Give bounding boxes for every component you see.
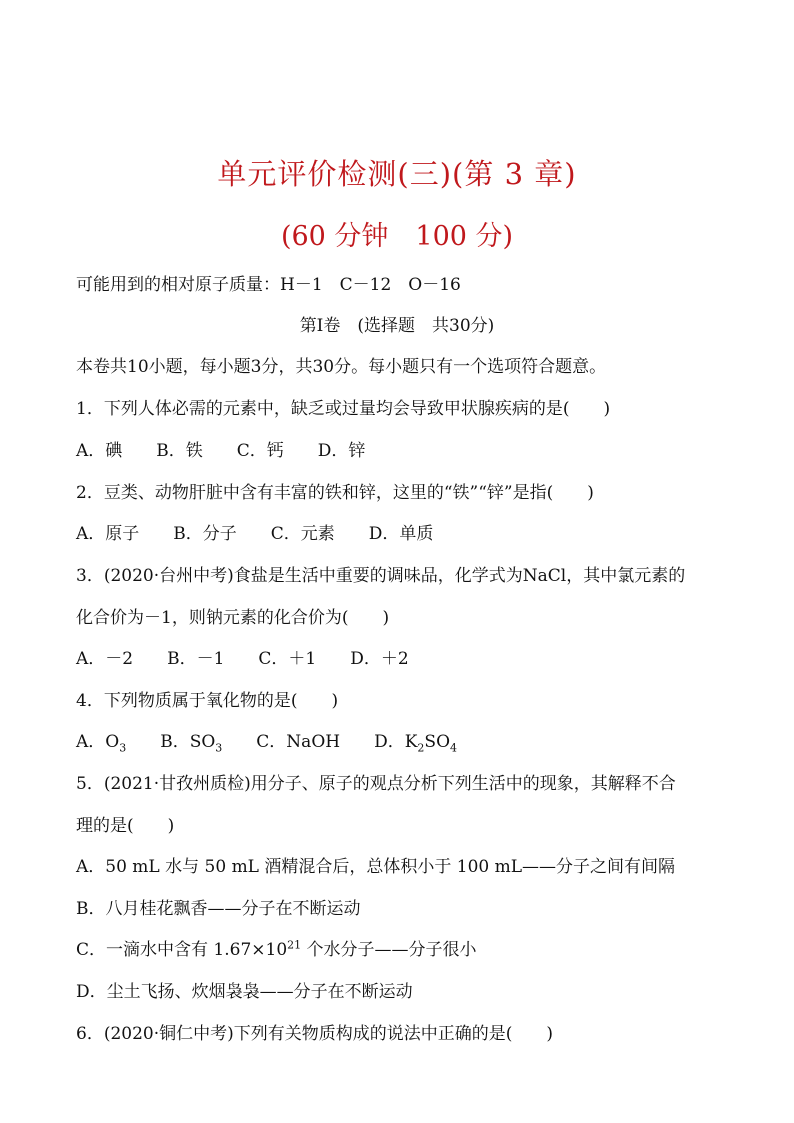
q4-option-d-mid: SO <box>424 732 451 752</box>
q4-option-a-subscript: 3 <box>119 741 127 755</box>
question-2-options: A．原子 B．分子 C．元素 D．单质 <box>76 524 434 544</box>
instructions: 本卷共10小题，每小题3分，共30分。每小题只有一个选项符合题意。 <box>76 357 607 377</box>
question-1-stem: 1．下列人体必需的元素中，缺乏或过量均会导致甲状腺疾病的是( ) <box>76 399 611 419</box>
section-title: 第Ⅰ卷 (选择题 共30分) <box>299 316 495 336</box>
q4-option-d-subscript-1: 2 <box>417 741 425 755</box>
q4-option-a: A．O <box>76 732 120 752</box>
question-4-options <box>76 731 457 753</box>
atomic-mass-note: 可能用到的相对原子质量：H－1 C－12 O－16 <box>76 275 461 295</box>
q4-option-b-subscript: 3 <box>215 741 223 755</box>
q4-option-b: B．SO <box>126 732 216 752</box>
page-subtitle: (60 分钟 100 分) <box>280 221 514 252</box>
question-2-stem: 2．豆类、动物肝脏中含有丰富的铁和锌，这里的“铁”“锌”是指( ) <box>76 483 594 503</box>
question-3-stem-line1: 3．(2020·台州中考)食盐是生活中重要的调味品，化学式为NaCl，其中氯元素的 <box>76 566 686 586</box>
question-1-options: A．碘 B．铁 C．钙 D．锌 <box>76 441 366 461</box>
question-4-stem: 4．下列物质属于氧化物的是( ) <box>76 691 339 711</box>
question-5-stem-line2: 理的是( ) <box>76 816 175 836</box>
question-5-stem-line1: 5．(2021·甘孜州质检)用分子、原子的观点分析下列生活中的现象，其解释不合 <box>76 774 676 794</box>
question-5-option-b: B．八月桂花飘香——分子在不断运动 <box>76 899 361 919</box>
q4-option-c: C．NaOH D．K <box>222 732 418 752</box>
question-3-options: A．－2 B．－1 C．＋1 D．＋2 <box>76 649 409 669</box>
question-5-option-d: D．尘土飞扬、炊烟袅袅——分子在不断运动 <box>76 982 413 1002</box>
question-5-option-c <box>76 939 477 961</box>
question-6-stem: 6．(2020·铜仁中考)下列有关物质构成的说法中正确的是( ) <box>76 1024 554 1044</box>
q5-option-c-exponent: 21 <box>287 938 302 952</box>
q5-option-c-suffix: 个水分子——分子很小 <box>301 940 477 960</box>
q5-option-c-prefix: C．一滴水中含有 1.67×10 <box>76 940 288 960</box>
q4-option-d-subscript-2: 4 <box>450 741 458 755</box>
question-3-stem-line2: 化合价为－1，则钠元素的化合价为( ) <box>76 608 390 628</box>
question-5-option-a: A．50 mL 水与 50 mL 酒精混合后，总体积小于 100 mL——分子之间有间隔 <box>76 857 676 877</box>
page-title: 单元评价检测(三)(第 3 章) <box>217 157 577 191</box>
